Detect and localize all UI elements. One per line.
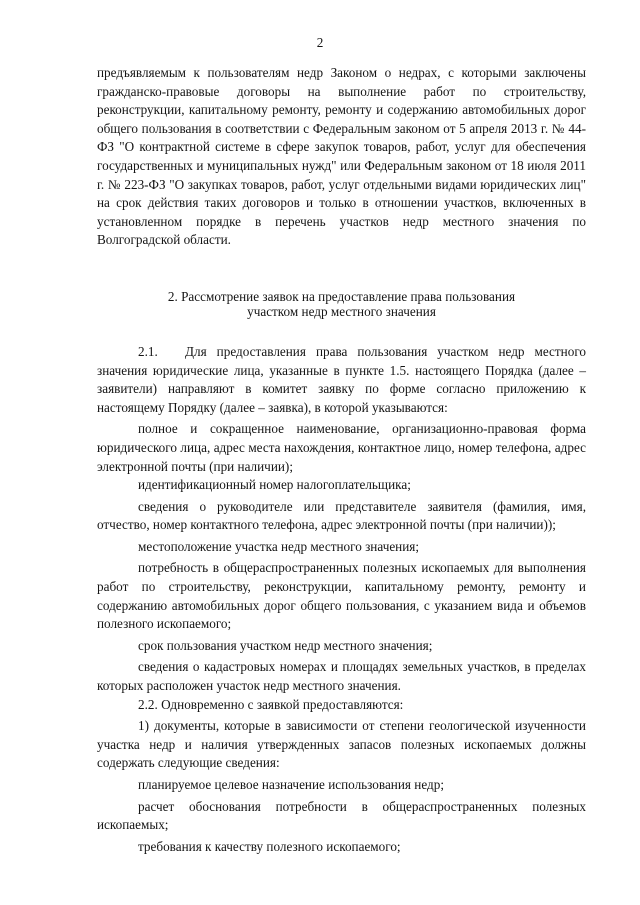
- clause-2-1-text: Для предоставления права пользования участком недр местного значения юридические лица, указанные в пункте 1.5. настоящего Порядка (далее – заявители) направляют в комитет заявку по форме согласно приложению к настоящему Порядку (далее – заявка), в которой указываются:: [97, 343, 586, 415]
- intro-paragraph: предъявляемым к пользователям недр Законом о недрах, с которыми заключены гражданско-правовые договоры на выполнение работ по строительству, реконструкции, капитальному ремонту, ремонту и содержанию автомобильных дорог общего пользования в соответствии с Федеральным законом от 5 апреля 2013 г. № 44-ФЗ "О контрактной системе в сфере закупок товаров, работ, услуг для обеспечения государственных и муниципальных нужд" или Федеральным законом от 18 июля 2011 г. № 223-ФЗ "О закупках товаров, работ, услуг отдельными видами юридических лиц" на срок действия таких договоров и только в отношении участков, включенных в установленном порядке в перечень участков недр местного значения по Волгоградской области.: [97, 65, 586, 248]
- clause-2-2: 2.2. Одновременно с заявкой предоставляются:: [138, 696, 404, 712]
- clause-2-2-item: 1) документы, которые в зависимости от степени геологической изученности участка недр и наличия утвержденных запасов полезных ископаемых должны содержать следующие сведения:: [97, 718, 586, 771]
- clause-2-2-item: требования к качеству полезного ископаемого;: [138, 838, 401, 854]
- clause-2-1-item: потребность в общераспространенных полезных ископаемых для выполнения работ по строительству, реконструкции, капитальному ремонту, ремонту и содержанию автомобильных дорог общего пользования, с указанием вида и объемов полезного ископаемого;: [97, 560, 586, 632]
- clause-2-1: [97, 343, 586, 417]
- section-heading: [97, 289, 586, 319]
- clause-2-1-item: сведения о кадастровых номерах и площадях земельных участков, в пределах которых расположен участок недр местного значения.: [97, 659, 586, 694]
- clause-2-2-item: планируемое целевое назначение использования недр;: [138, 777, 444, 792]
- document-body: [97, 64, 586, 856]
- clause-2-2-item: расчет обоснования потребности в общераспространенных полезных ископаемых;: [97, 798, 586, 833]
- clause-2-1-item: идентификационный номер налогоплательщика;: [138, 477, 411, 493]
- clause-2-1-item: сведения о руководителе или представителе заявителя (фамилия, имя, отчество, номер контактного телефона, адрес электронной почты (при наличии));: [97, 498, 586, 533]
- section-heading-line-1: 2. Рассмотрение заявок на предоставление права пользования: [167, 288, 516, 304]
- clause-2-1-item: полное и сокращенное наименование, организационно-правовая форма юридического лица, адрес места нахождения, контактное лицо, номер телефона, адрес электронной почты (при наличии);: [97, 421, 586, 474]
- section-heading-line-2: участком недр местного значения: [247, 303, 436, 319]
- page-number: 2: [316, 35, 324, 50]
- clause-2-1-item: срок пользования участком недр местного значения;: [138, 637, 433, 653]
- clause-2-1-number: 2.1.: [138, 343, 158, 359]
- clause-2-1-item: местоположение участка недр местного значения;: [138, 538, 420, 554]
